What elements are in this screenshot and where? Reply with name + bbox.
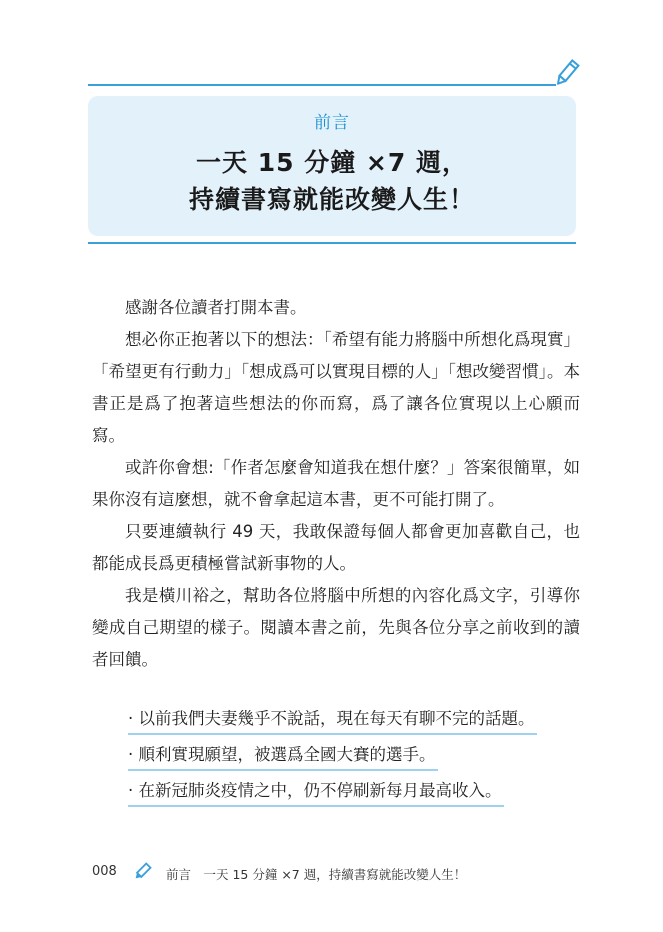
page-number: 008 — [92, 864, 117, 879]
chapter-label: 前言 — [314, 113, 350, 133]
pencil-icon — [554, 58, 580, 88]
feedback-item: · 順利實現願望，被選爲全國大賽的選手。 — [128, 744, 438, 771]
paragraph: 只要連續執行 49 天，我敢保證每個人都會更加喜歡自己，也都能成長爲更積極嘗試新事物的人。 — [92, 522, 580, 573]
pencil-icon — [132, 862, 152, 882]
running-head: 前言 一天 15 分鐘 ×7 週，持續書寫就能改變人生！ — [166, 867, 467, 882]
header-top-rule — [88, 84, 556, 86]
paragraph: 我是橫川裕之，幫助各位將腦中所想的內容化爲文字，引導你變成自己期望的樣子。閱讀本書之前，先與各位分享之前收到的讀者回饋。 — [92, 586, 580, 669]
reader-feedback-list — [128, 708, 588, 816]
feedback-item: · 在新冠肺炎疫情之中，仍不停刷新每月最高收入。 — [128, 780, 504, 807]
header-bottom-rule — [88, 242, 576, 244]
feedback-item: · 以前我們夫妻幾乎不說話，現在每天有聊不完的話題。 — [128, 708, 537, 735]
paragraph: 或許你會想:「作者怎麼會知道我在想什麼？」答案很簡單，如果你沒有這麼想，就不會拿起這本書，更不可能打開了。 — [92, 458, 580, 509]
page-title-line-2: 持續書寫就能改變人生！ — [188, 185, 475, 214]
paragraph: 感謝各位讀者打開本書。 — [125, 298, 307, 317]
page-title-line-1: 一天 15 分鐘 ×7 週， — [196, 148, 468, 177]
body-text — [92, 292, 580, 676]
paragraph: 想必你正抱著以下的想法：「希望有能力將腦中所想化爲現實」「希望更有行動力」「想成爲可以實現目標的人」「想改變習慣」。本書正是爲了抱著這些想法的你而寫，爲了讓各位實現以上心願而寫。 — [92, 330, 580, 445]
page-footer — [92, 864, 592, 884]
